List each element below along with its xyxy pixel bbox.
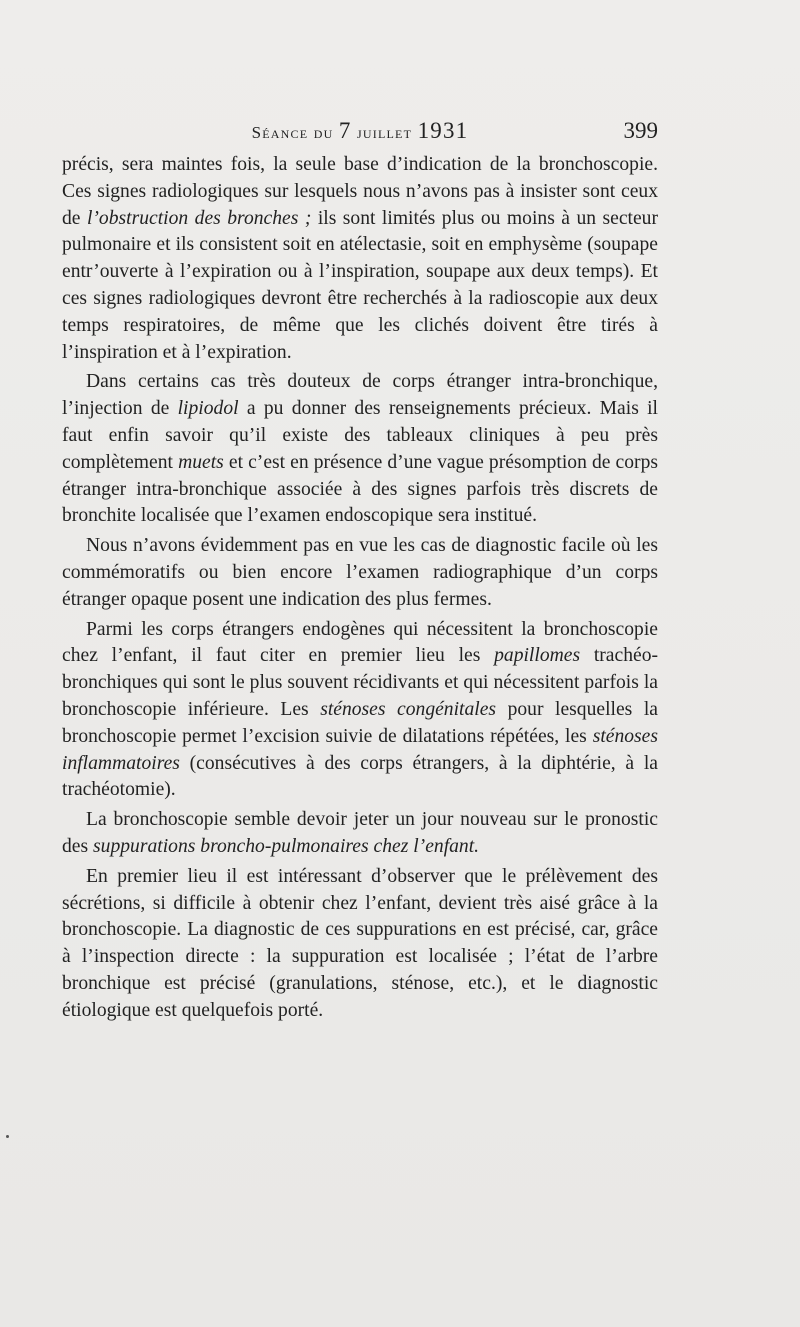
paragraph-2-text-c: et c’est en présence d’une vague présomption de corps étranger intra-bronchique associée à des signes parfois très discrets de bronchite localisée que l’examen endoscopique sera institué. bbox=[62, 451, 658, 527]
paragraph-1-italic: l’obstruction des bronches ; bbox=[86, 207, 312, 229]
page-header bbox=[62, 116, 658, 146]
paragraph-4-text-a: Parmi les corps étrangers endogènes qui nécessitent la bronchoscopie chez l’enfant, il faut citer en premier lieu les bbox=[62, 618, 658, 667]
paragraph-5 bbox=[62, 807, 658, 861]
paragraph-4 bbox=[62, 617, 658, 805]
page-number: 399 bbox=[623, 118, 658, 143]
paragraph-2-italic-muets: muets bbox=[178, 451, 224, 473]
paragraph-2-text-b: a pu donner des renseignements précieux. Mais il faut enfin savoir qu’il existe des tableaux cliniques à peu près complètement bbox=[62, 398, 658, 473]
paragraph-2-text-a: Dans certains cas très douteux de corps étranger intra-bronchique, l’injection de bbox=[62, 371, 658, 420]
paragraph-5-italic: suppurations broncho-pulmonaires chez l’enfant. bbox=[93, 835, 480, 857]
paragraph-4-italic-papillomes: papillomes bbox=[494, 645, 581, 667]
body-text bbox=[62, 152, 658, 1025]
paragraph-2-italic-lipiodol: lipiodol bbox=[177, 398, 239, 420]
paragraph-4-italic-stenoses-inflammatoires: sténoses inflammatoires bbox=[62, 725, 658, 774]
running-head-year: 1931 bbox=[417, 118, 469, 143]
paragraph-4-italic-stenoses-congenitales: sténoses congénitales bbox=[320, 698, 497, 720]
paragraph-2 bbox=[62, 369, 658, 530]
running-head bbox=[62, 116, 658, 148]
paragraph-5-text-a: La bronchoscopie semble devoir jeter un jour nouveau sur le pronostic des bbox=[62, 809, 658, 857]
paragraph-4-text-c: pour lesquelles la bronchoscopie permet l’excision suivie de dilatations répétées, les bbox=[62, 698, 658, 747]
running-head-seance: Séance du bbox=[251, 123, 339, 142]
paragraph-6: En premier lieu il est intéressant d’observer que le prélèvement des sécrétions, si difficile à obtenir chez l’enfant, devient très aisé grâce à la bronchoscopie. La diagnostic de ces suppurations en est précisé, car, grâce à l’inspection directe : la suppuration est localisée ; l’état de l’arbre bronchique est précisé (granulations, sténose, etc.), et le diagnostic étiologique est quelquefois porté. bbox=[62, 865, 658, 1021]
paragraph-1-text-b: ils sont limités plus ou moins à un secteur pulmonaire et ils consistent soit en atélectasie, soit en emphysème (soupape entr’ouverte à l’expiration ou à l’inspiration, soupape aux deux temps). Et ces signes radiologiques devront être recherchés à la radioscopie aux deux temps respiratoires, de même que les clichés doivent être tirés à l’inspiration et à l’expiration. bbox=[62, 207, 658, 363]
paragraph-4-text-b: trachéo-bronchiques qui sont le plus souvent récidivants et qui nécessitent parfois la bronchoscopie inférieure. Les bbox=[62, 645, 659, 720]
paragraph-1-text-a: précis, sera maintes fois, la seule base d’indication de la bronchoscopie. Ces signes radiologiques sur lesquels nous n’avons pas à insister sont ceux de bbox=[62, 154, 658, 229]
running-head-day: 7 bbox=[338, 118, 352, 143]
paragraph-4-text-d: (consécutives à des corps étrangers, à la diphtérie, à la trachéotomie). bbox=[62, 752, 658, 801]
paragraph-3: Nous n’avons évidemment pas en vue les cas de diagnostic facile où les commémoratifs ou bien encore l’examen radiographique d’un corps étranger opaque posent une indication des plus fermes. bbox=[62, 535, 658, 610]
paragraph-1 bbox=[62, 152, 658, 366]
scan-speck bbox=[6, 1135, 9, 1138]
running-head-month: juillet bbox=[351, 123, 418, 142]
